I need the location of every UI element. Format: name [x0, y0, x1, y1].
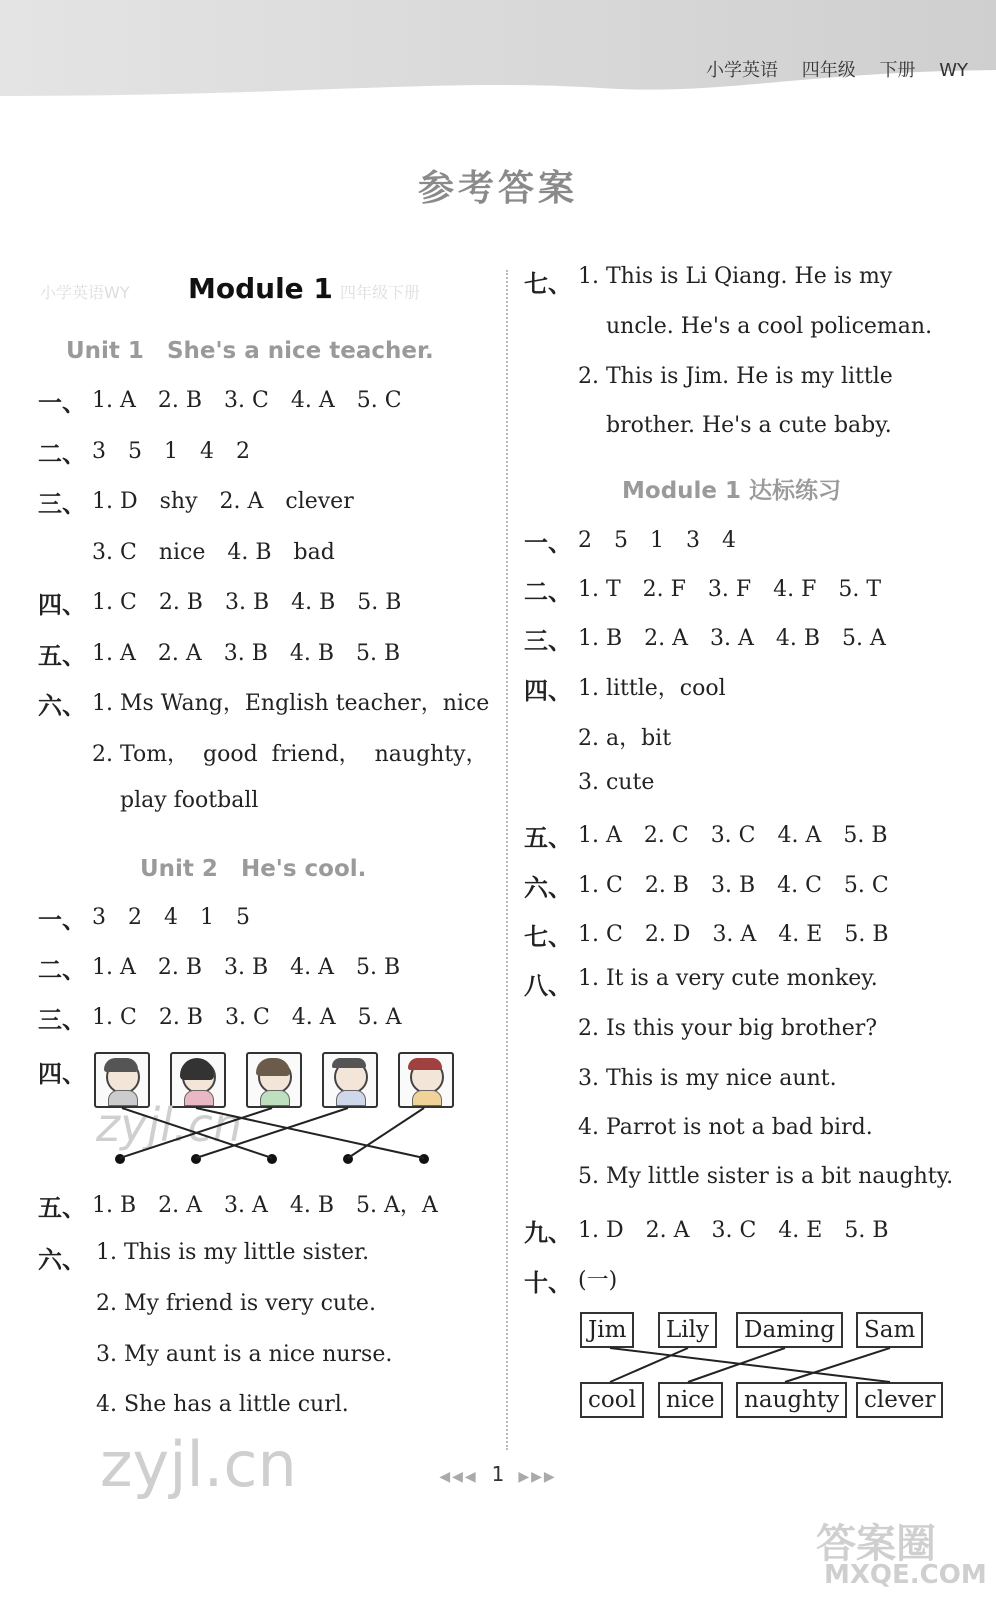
- header-grade: 四年级: [801, 60, 856, 81]
- name-box-jim: Jim: [580, 1312, 634, 1348]
- p4-line1: 1. little，cool: [578, 676, 726, 701]
- u1-s4-label: 四、: [38, 591, 86, 619]
- u1-s5-label: 五、: [38, 642, 86, 670]
- header-edition: WY: [939, 60, 968, 81]
- match-line-daming-nice: [688, 1348, 785, 1382]
- name-box-daming: Daming: [736, 1312, 843, 1348]
- u2-s6-line2: 2. My friend is very cute.: [96, 1291, 376, 1316]
- p3-answers: 1. B 2. A 3. A 4. B 5. A: [578, 626, 886, 651]
- match-line-sam-naughty: [785, 1348, 890, 1382]
- p7-answers: 1. C 2. D 3. A 4. E 5. B: [578, 922, 889, 947]
- p2-label: 二、: [524, 578, 572, 606]
- u1-s6-line2: 2. Tom， good friend， naughty，: [92, 742, 488, 767]
- u1-s1-answers: 1. A 2. B 3. C 4. A 5. C: [92, 388, 402, 413]
- p8-line3: 3. This is my nice aunt.: [578, 1066, 837, 1091]
- practice-title: Module 1 达标练习: [622, 478, 842, 504]
- pagination: [0, 1462, 996, 1486]
- p8-line2: 2. Is this your big brother?: [578, 1016, 878, 1041]
- match-line-jim-clever: [610, 1348, 890, 1382]
- p10-label: 十、: [524, 1269, 572, 1297]
- u1-s6-label: 六、: [38, 692, 86, 720]
- trait-box-clever: clever: [856, 1382, 943, 1418]
- p8-line1: 1. It is a very cute monkey.: [578, 966, 878, 991]
- module-title: Module 1: [188, 272, 333, 305]
- u2-s6-line4: 4. She has a little curl.: [96, 1392, 349, 1417]
- u1-s3-label: 三、: [38, 490, 86, 518]
- u2-s4-label: 四、: [38, 1060, 86, 1088]
- u2-s2-answers: 1. A 2. B 3. B 4. A 5. B: [92, 955, 401, 980]
- u1-s6-line3: play football: [120, 788, 259, 813]
- trait-box-naughty: naughty: [736, 1382, 847, 1418]
- unit1-title: Unit 1 She's a nice teacher.: [66, 338, 434, 364]
- p9-label: 九、: [524, 1219, 572, 1247]
- p2-answers: 1. T 2. F 3. F 4. F 5. T: [578, 577, 882, 602]
- p1-label: 一、: [524, 529, 572, 557]
- watermark-left: zyjl.cn: [100, 1428, 297, 1501]
- s7-label: 七、: [524, 270, 572, 298]
- faint-label-right: 四年级下册: [340, 283, 421, 302]
- u1-s1-label: 一、: [38, 389, 86, 417]
- unit2-title: Unit 2 He's cool.: [140, 856, 367, 882]
- p8-label: 八、: [524, 972, 572, 1000]
- p1-answers: 2 5 1 3 4: [578, 528, 736, 553]
- s7-line4: brother. He's a cute baby.: [606, 413, 892, 438]
- header-volume: 下册: [879, 60, 916, 81]
- p5-answers: 1. A 2. C 3. C 4. A 5. B: [578, 823, 888, 848]
- u2-s5-label: 五、: [38, 1194, 86, 1222]
- trait-box-nice: nice: [658, 1382, 723, 1418]
- u1-s4-answers: 1. C 2. B 3. B 4. B 5. B: [92, 590, 402, 615]
- match-line-2: [196, 1108, 424, 1158]
- u2-s2-label: 二、: [38, 956, 86, 984]
- u2-s3-label: 三、: [38, 1006, 86, 1034]
- s7-line2: uncle. He's a cool policeman.: [606, 314, 933, 339]
- p10-sub-label: (一): [578, 1268, 618, 1293]
- page-number: 1: [491, 1462, 505, 1486]
- u2-s3-answers: 1. C 2. B 3. C 4. A 5. A: [92, 1005, 402, 1030]
- p4-label: 四、: [524, 677, 572, 705]
- watermark-mid: zyjl.cn: [96, 1098, 242, 1152]
- page-title: 参考答案: [417, 168, 578, 209]
- p5-label: 五、: [524, 824, 572, 852]
- u1-s3-line1: 1. D shy 2. A clever: [92, 489, 354, 514]
- p4-line3: 3. cute: [578, 770, 655, 795]
- p9-answers: 1. D 2. A 3. C 4. E 5. B: [578, 1218, 889, 1243]
- watermark-url: MXQE.COM: [824, 1560, 987, 1590]
- p6-answers: 1. C 2. B 3. B 4. C 5. C: [578, 873, 889, 898]
- u2-s6-label: 六、: [38, 1246, 86, 1274]
- name-box-lily: Lily: [658, 1312, 717, 1348]
- s7-line1: 1. This is Li Qiang. He is my: [578, 264, 893, 289]
- s7-line3: 2. This is Jim. He is my little: [578, 364, 893, 389]
- u2-s6-line1: 1. This is my little sister.: [96, 1240, 370, 1265]
- match-line-4: [196, 1108, 348, 1158]
- p4-line2: 2. a，bit: [578, 726, 672, 751]
- p8-line4: 4. Parrot is not a bad bird.: [578, 1115, 873, 1140]
- name-box-sam: Sam: [856, 1312, 923, 1348]
- u1-s6-line1: 1. Ms Wang，English teacher，nice: [92, 691, 490, 716]
- p7-label: 七、: [524, 923, 572, 951]
- header-subject: 小学英语: [706, 60, 778, 81]
- p6-label: 六、: [524, 874, 572, 902]
- u2-s6-line3: 3. My aunt is a nice nurse.: [96, 1342, 393, 1367]
- u1-s2-answers: 3 5 1 4 2: [92, 439, 250, 464]
- prev-arrows-icon: ◀◀◀: [439, 1469, 478, 1485]
- u2-s1-label: 一、: [38, 906, 86, 934]
- faint-label-left: 小学英语WY: [40, 283, 130, 302]
- u1-s3-line2: 3. C nice 4. B bad: [92, 540, 335, 565]
- p3-label: 三、: [524, 627, 572, 655]
- trait-box-cool: cool: [580, 1382, 644, 1418]
- u1-s5-answers: 1. A 2. A 3. B 4. B 5. B: [92, 641, 401, 666]
- u2-s1-answers: 3 2 4 1 5: [92, 905, 250, 930]
- u1-s2-label: 二、: [38, 440, 86, 468]
- watermark-right: 答案圈: [816, 1521, 936, 1567]
- p8-line5: 5. My little sister is a bit naughty.: [578, 1164, 954, 1189]
- next-arrows-icon: ▶▶▶: [518, 1469, 557, 1485]
- u2-s5-answers: 1. B 2. A 3. A 4. B 5. A，A: [92, 1193, 438, 1218]
